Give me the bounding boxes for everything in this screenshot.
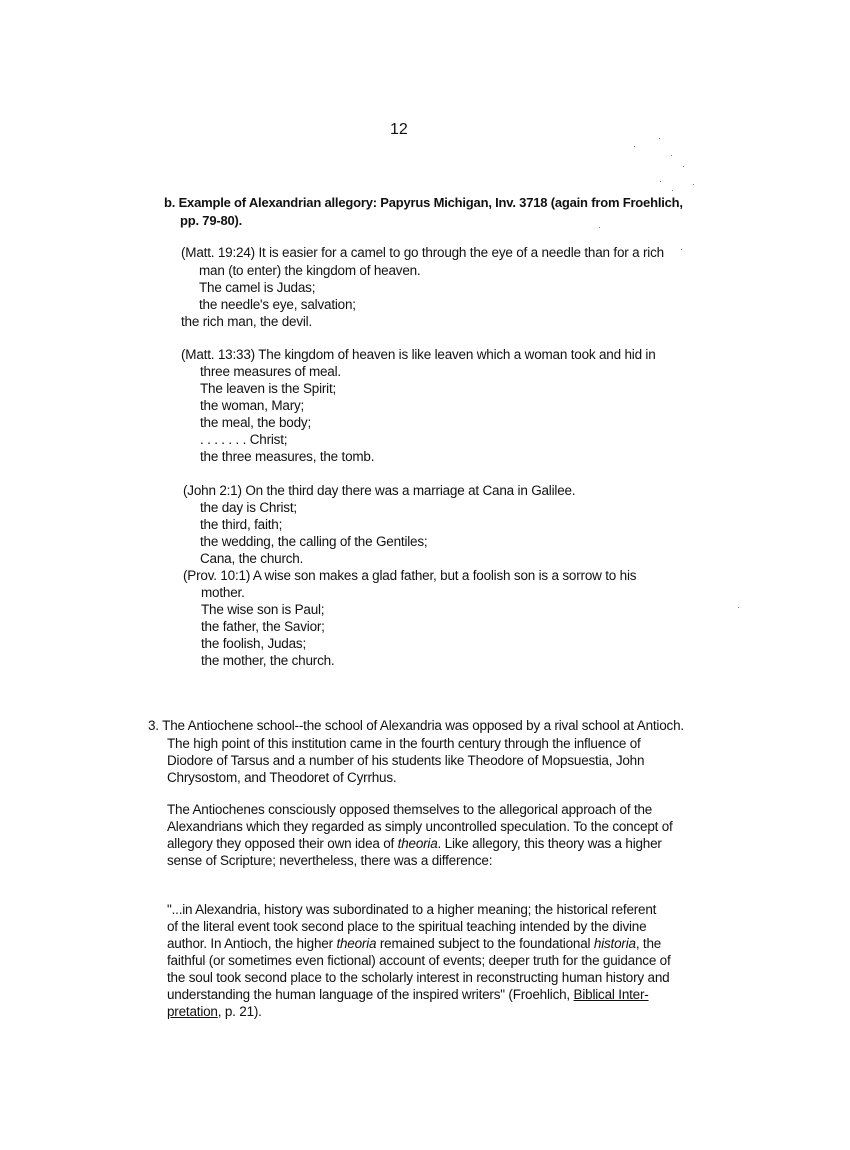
quote-line-7-b: , p. 21). (217, 1004, 262, 1019)
section-b-heading-line-2: pp. 79-80). (180, 213, 243, 228)
antiochenes-line-4: sense of Scripture; nevertheless, there was a difference: (167, 853, 493, 868)
example-4-line-5: the foolish, Judas; (201, 636, 307, 651)
example-3-line-3: the third, faith; (200, 517, 283, 532)
page-number: 12 (390, 121, 408, 138)
example-1-line-3: The camel is Judas; (199, 280, 316, 295)
antiochenes-line-2: Alexandrians which they regarded as simply uncontrolled speculation. To the concept of (167, 819, 673, 834)
example-3-line-4: the wedding, the calling of the Gentiles; (200, 534, 428, 549)
example-4-line-6: the mother, the church. (201, 653, 335, 668)
quote-line-6-a: understanding the human language of the inspired writers" (Froehlich, (167, 987, 574, 1002)
quote-line-2: of the literal event took second place to the spiritual teaching intended by the divine (167, 919, 647, 934)
example-3-line-5: Cana, the church. (200, 551, 304, 566)
example-2-line-2: three measures of meal. (200, 364, 341, 379)
antiochenes-line-3-b: . Like allegory, this theory was a higher (437, 836, 662, 851)
scan-speck (683, 166, 684, 167)
scan-speck (672, 190, 673, 191)
example-1-line-4: the needle's eye, salvation; (199, 297, 356, 312)
quote-line-7 (167, 1003, 262, 1020)
scan-speck (738, 607, 739, 608)
section-3-line-2: The high point of this institution came in the fourth century through the influence of (167, 736, 641, 751)
section-3-line-4: Chrysostom, and Theodoret of Cyrrhus. (167, 770, 397, 785)
example-2-line-5: the meal, the body; (200, 415, 312, 430)
section-b-heading-line-1: b. Example of Alexandrian allegory: Papyrus Michigan, Inv. 3718 (again from Froehlich, (164, 195, 683, 210)
example-4-line-4: the father, the Savior; (201, 619, 325, 634)
example-4-line-1: (Prov. 10:1) A wise son makes a glad father, but a foolish son is a sorrow to his (183, 568, 637, 583)
scan-speck (681, 249, 682, 250)
book-title-part-1: Biblical Inter- (573, 987, 649, 1002)
scan-speck (693, 184, 694, 185)
example-3-line-1: (John 2:1) On the third day there was a marriage at Cana in Galilee. (183, 483, 576, 498)
quote-line-5: the soul took second place to the scholarly interest in reconstructing human history and (167, 970, 670, 985)
example-2-line-1: (Matt. 13:33) The kingdom of heaven is like leaven which a woman took and hid in (181, 347, 656, 362)
quote-line-1: "...in Alexandria, history was subordinated to a higher meaning; the historical referent (167, 902, 657, 917)
scan-speck (671, 155, 672, 156)
theoria-term: theoria (397, 836, 438, 851)
example-2-line-7: the three measures, the tomb. (200, 449, 375, 464)
antiochenes-line-3 (167, 835, 662, 852)
quote-line-4: faithful (or sometimes even fictional) account of events; deeper truth for the guidance of (167, 953, 671, 968)
antiochenes-line-1: The Antiochenes consciously opposed themselves to the allegorical approach of the (167, 802, 653, 817)
scan-speck (659, 138, 660, 139)
example-2-line-6: . . . . . . . Christ; (200, 432, 288, 447)
example-4-line-2: mother. (201, 585, 245, 600)
scan-speck (660, 181, 661, 182)
antiochenes-line-3-a: allegory they opposed their own idea of (167, 836, 398, 851)
book-title-part-2: pretation (167, 1004, 218, 1019)
quote-line-3-b: remained subject to the foundational (376, 936, 594, 951)
quote-line-3-c: , the (635, 936, 662, 951)
theoria-term-quote: theoria (336, 936, 377, 951)
historia-term: historia (593, 936, 636, 951)
example-4-line-3: The wise son is Paul; (201, 602, 325, 617)
example-1-line-5: the rich man, the devil. (181, 314, 313, 329)
section-3-line-1: 3. The Antiochene school--the school of Alexandria was opposed by a rival school at Antioch. (148, 718, 684, 733)
section-3-line-3: Diodore of Tarsus and a number of his students like Theodore of Mopsuestia, John (167, 753, 645, 768)
example-2-line-4: the woman, Mary; (200, 398, 305, 413)
example-1-line-2: man (to enter) the kingdom of heaven. (199, 263, 421, 278)
quote-line-3 (167, 935, 661, 952)
scan-speck (634, 146, 635, 147)
example-2-line-3: The leaven is the Spirit; (200, 381, 337, 396)
example-1-line-1: (Matt. 19:24) It is easier for a camel to go through the eye of a needle than for a rich (181, 245, 664, 260)
quote-line-6 (167, 986, 649, 1003)
example-3-line-2: the day is Christ; (200, 500, 297, 515)
quote-line-3-a: author. In Antioch, the higher (167, 936, 337, 951)
scan-speck (599, 227, 600, 228)
